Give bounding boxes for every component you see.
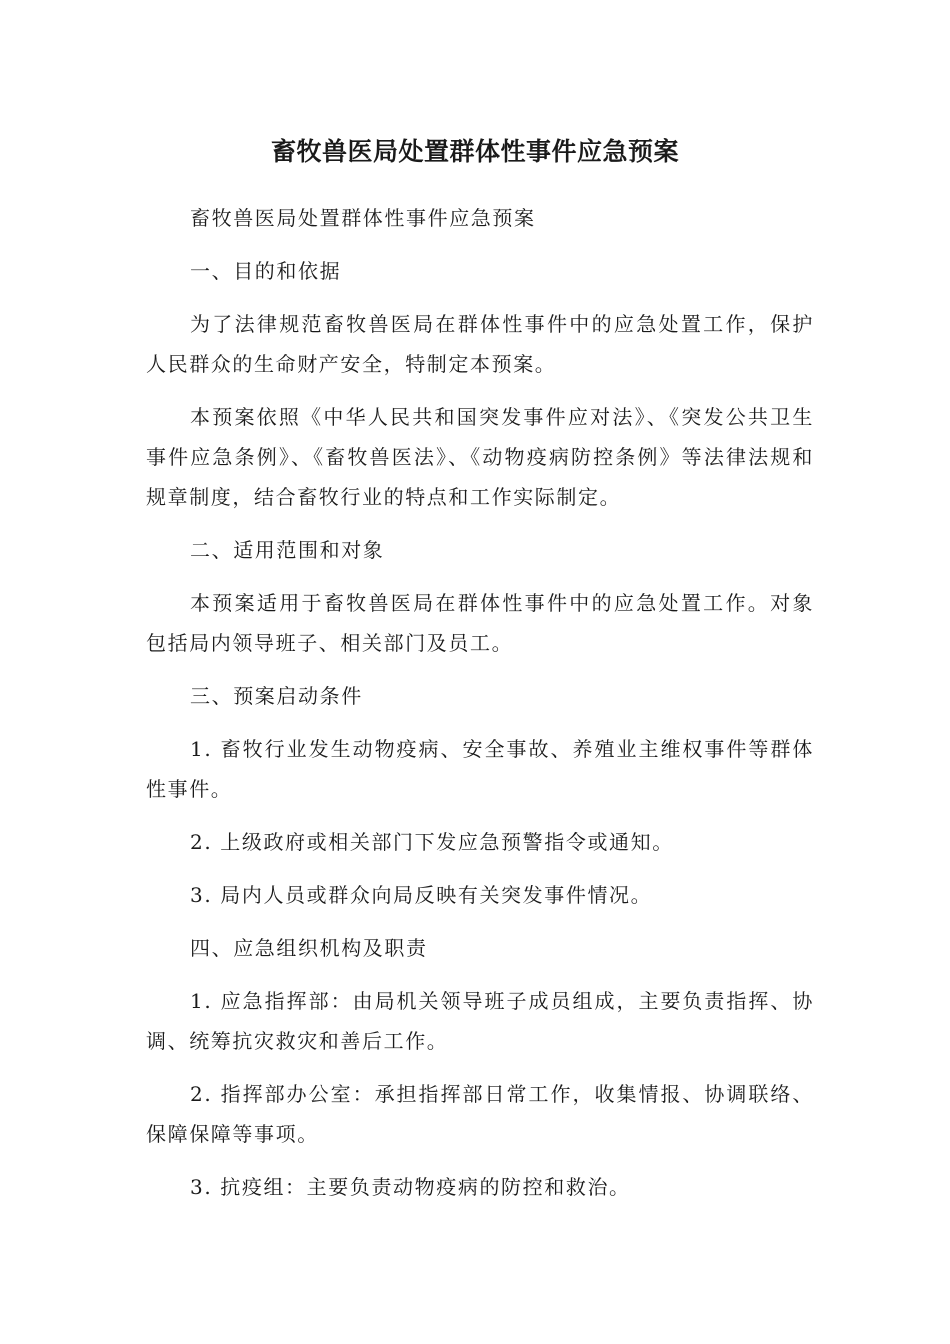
paragraph-purpose: 为了法律规范畜牧兽医局在群体性事件中的应急处置工作，保护人民群众的生命财产安全，特制定本预案。 bbox=[146, 312, 814, 376]
list-item-condition-2: 2. 上级政府或相关部门下发应急预警指令或通知。 bbox=[190, 830, 674, 854]
section-heading-purpose: 一、目的和依据 bbox=[190, 259, 342, 283]
section-heading-scope: 二、适用范围和对象 bbox=[190, 538, 385, 562]
document-body bbox=[146, 198, 814, 1220]
section-heading-conditions: 三、预案启动条件 bbox=[190, 684, 363, 708]
document-title: 畜牧兽医局处置群体性事件应急预案 bbox=[270, 137, 679, 166]
list-item-org-2: 2. 指挥部办公室：承担指挥部日常工作，收集情报、协调联络、保障保障等事项。 bbox=[146, 1082, 814, 1146]
section-heading-organization: 四、应急组织机构及职责 bbox=[190, 936, 428, 960]
list-item-org-3: 3. 抗疫组：主要负责动物疫病的防控和救治。 bbox=[190, 1175, 631, 1199]
paragraph-scope: 本预案适用于畜牧兽医局在群体性事件中的应急处置工作。对象包括局内领导班子、相关部门及员工。 bbox=[146, 591, 814, 655]
list-item-condition-1: 1. 畜牧行业发生动物疫病、安全事故、养殖业主维权事件等群体性事件。 bbox=[146, 737, 814, 801]
paragraph-subtitle: 畜牧兽医局处置群体性事件应急预案 bbox=[190, 206, 536, 230]
paragraph-legal-basis: 本预案依照《中华人民共和国突发事件应对法》、《突发公共卫生事件应急条例》、《畜牧兽医法》、《动物疫病防控条例》等法律法规和规章制度，结合畜牧行业的特点和工作实际制定。 bbox=[146, 405, 814, 509]
list-item-condition-3: 3. 局内人员或群众向局反映有关突发事件情况。 bbox=[190, 883, 653, 907]
list-item-org-1: 1. 应急指挥部：由局机关领导班子成员组成，主要负责指挥、协调、统筹抗灾救灾和善后工作。 bbox=[146, 989, 814, 1053]
